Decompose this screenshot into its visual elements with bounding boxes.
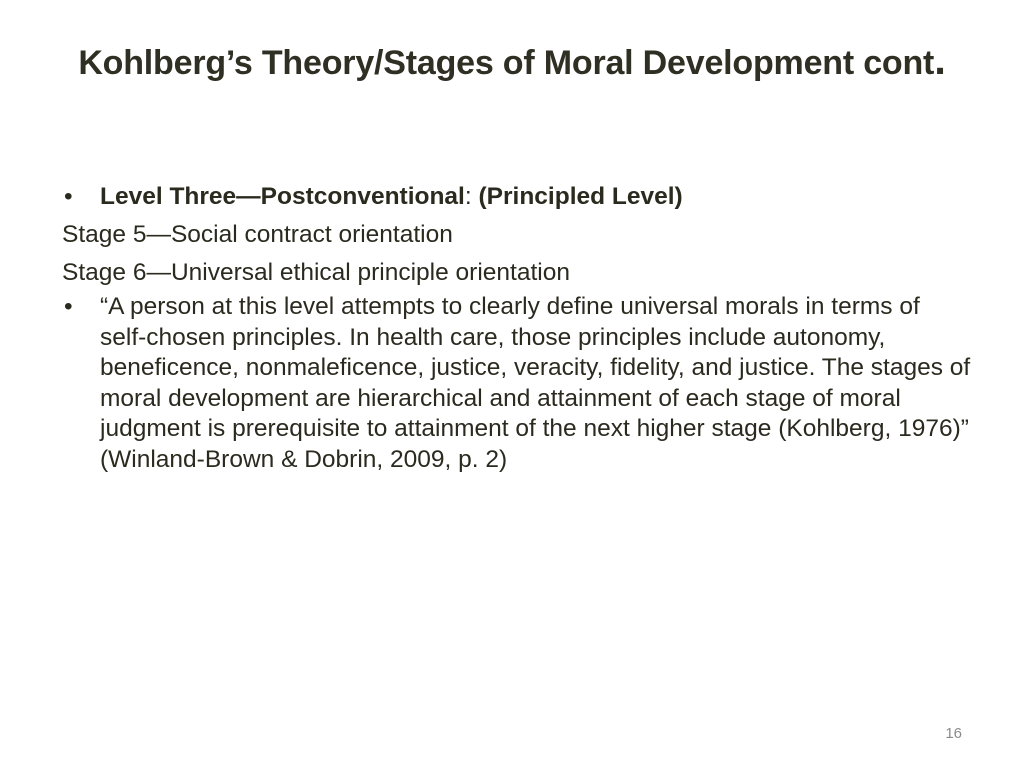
bullet-icon: • bbox=[64, 293, 73, 320]
level-three-paren: (Principled Level) bbox=[478, 183, 683, 210]
quote-bullet bbox=[62, 292, 972, 475]
stage-5-line: Stage 5—Social contract orientation bbox=[62, 221, 453, 248]
slide-title bbox=[60, 30, 964, 93]
level-three-colon: : bbox=[464, 183, 472, 210]
bullet-icon: • bbox=[64, 183, 73, 210]
slide-body bbox=[62, 178, 972, 475]
quote-text: “A person at this level attempts to clearly define universal morals in terms of self-chosen principles. In health care, those principles include autonomy, beneficence, nonmaleficence, justice, veracity, fidelity, and justice. The stages of moral development are hierarchical and attainment of each stage of moral judgment is prerequisite to attainment of the next higher stage (Kohlberg, 1976)” (Winland-Brown & Dobrin, 2009, p. 2) bbox=[100, 293, 971, 473]
slide-title-period: . bbox=[934, 36, 946, 83]
level-three-heading bbox=[100, 178, 972, 216]
level-three-bullet bbox=[62, 178, 972, 216]
stage-6-line: Stage 6—Universal ethical principle orientation bbox=[62, 259, 570, 286]
page-number: 16 bbox=[945, 725, 962, 742]
slide-title-text: Kohlberg’s Theory/Stages of Moral Development cont bbox=[78, 44, 935, 82]
level-three-name: Level Three—Postconventional bbox=[100, 183, 465, 210]
